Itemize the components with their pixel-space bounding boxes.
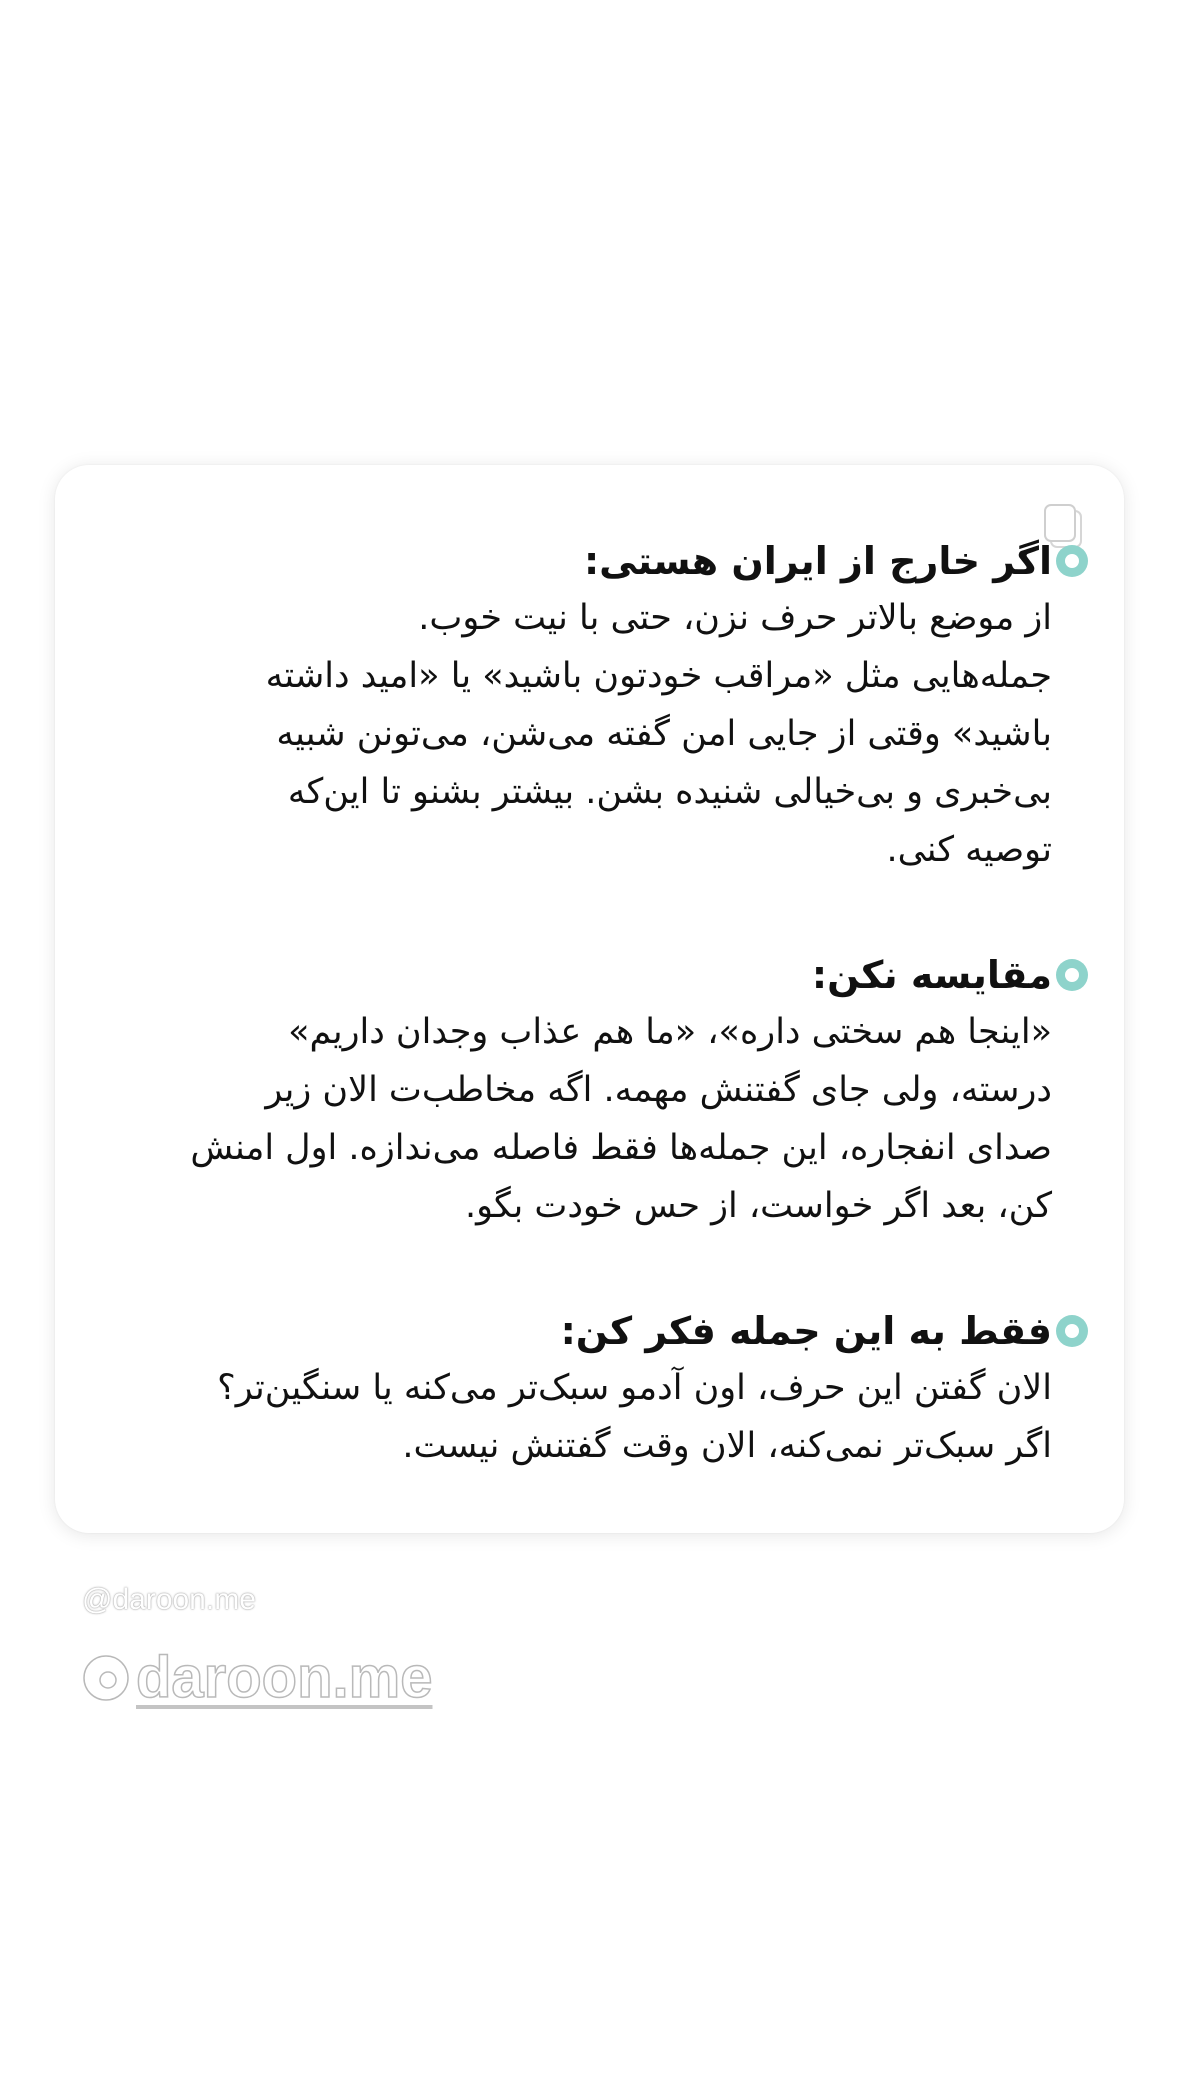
body-line: توصیه کنی. xyxy=(886,830,1052,870)
body-line: اگر سبک‌تر نمی‌کنه، الان وقت گفتنش نیست. xyxy=(402,1426,1052,1466)
body-line: صدای انفجاره، این جمله‌ها فقط فاصله می‌ندازه. اول امنش xyxy=(190,1128,1052,1168)
section-heading-text: فقط به این جمله فکر کن: xyxy=(560,1309,1052,1353)
section-heading-text: اگر خارج از ایران هستی: xyxy=(583,539,1052,583)
section-heading xyxy=(99,947,1090,1003)
section-body xyxy=(99,1359,1052,1475)
bullet-icon xyxy=(1054,1313,1090,1349)
body-line: از موضع بالاتر حرف نزن، حتی با نیت خوب. xyxy=(418,598,1052,638)
bullet-icon xyxy=(1054,543,1090,579)
threads-link-text: daroon.me xyxy=(136,1645,433,1710)
body-line: «اینجا هم سختی داره»، «ما هم عذاب وجدان داریم» xyxy=(288,1012,1052,1052)
section-heading xyxy=(99,1303,1090,1359)
threads-link[interactable] xyxy=(80,1644,433,1711)
section-heading xyxy=(99,533,1090,589)
body-line: الان گفتن این حرف، اون آدمو سبک‌تر می‌کنه یا سنگین‌تر؟ xyxy=(217,1368,1052,1408)
section-outside-iran xyxy=(99,533,1052,879)
body-line: کن، بعد اگر خواست، از حس خودت بگو. xyxy=(464,1186,1052,1226)
section-think-about-this xyxy=(99,1303,1052,1475)
threads-icon xyxy=(80,1652,132,1704)
section-body xyxy=(99,1003,1052,1235)
section-body xyxy=(99,589,1052,879)
watermark-handle: @daroon.me xyxy=(82,1583,256,1616)
body-line: درسته، ولی جای گفتنش مهمه. اگه مخاطب‌ت الان زیر xyxy=(265,1070,1052,1110)
section-dont-compare xyxy=(99,947,1052,1235)
body-line: جمله‌هایی مثل «مراقب خودتون باشید» یا «امید داشته xyxy=(265,656,1052,696)
bullet-icon xyxy=(1054,957,1090,993)
body-line: باشید» وقتی از جایی امن گفته می‌شن، می‌تونن شبیه xyxy=(276,714,1052,754)
note-card xyxy=(55,465,1124,1533)
body-line: بی‌خبری و بی‌خیالی شنیده بشن. بیشتر بشنو تا این‌که xyxy=(287,772,1052,812)
section-heading-text: مقایسه نکن: xyxy=(811,953,1052,997)
